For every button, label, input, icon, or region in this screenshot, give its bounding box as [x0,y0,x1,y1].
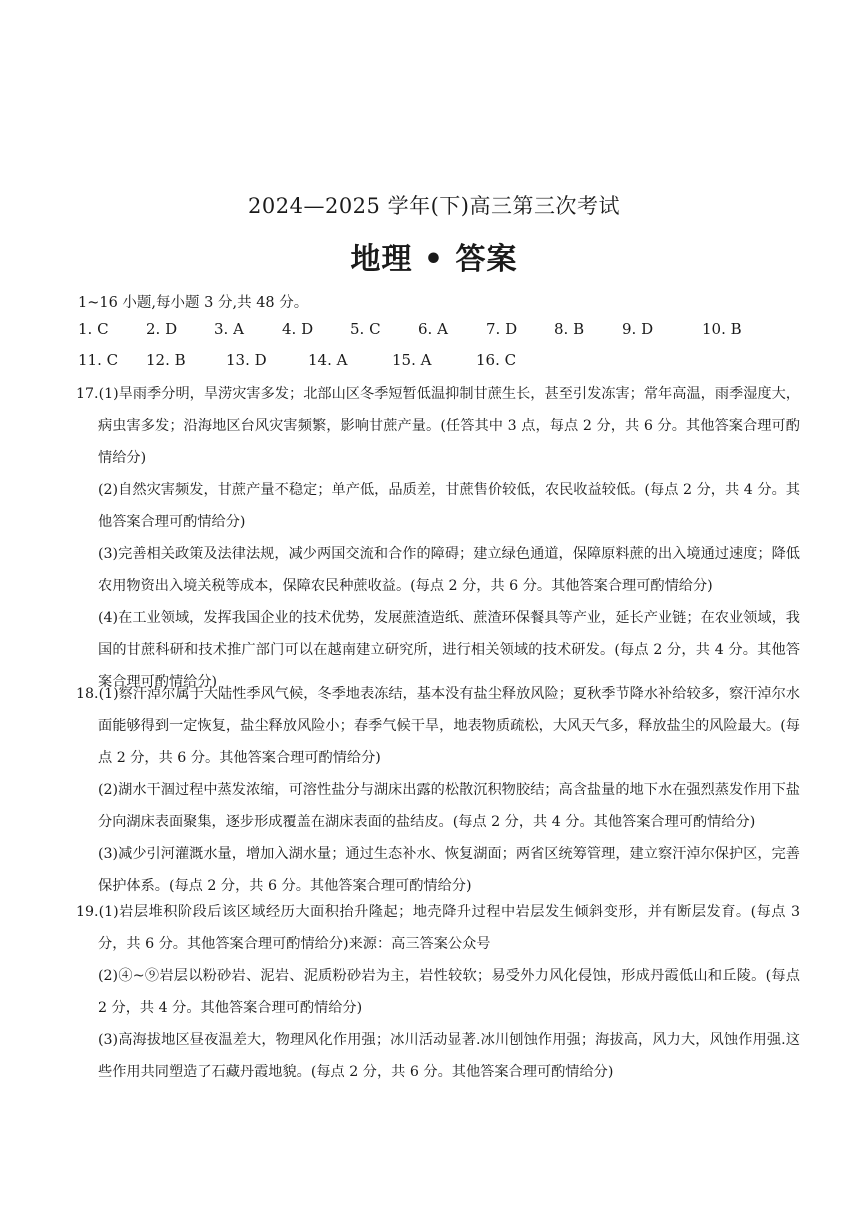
choice-answer: 10. B [702,320,742,338]
q19-part-3: (3)高海拔地区昼夜温差大，物理风化作用强；冰川活动显著.冰川刨蚀作用强；海拔高，风力大，风蚀作用强.这些作用共同塑造了石藏丹霞地貌。(每点 2 分，共 6 分。其他答案合理可酌情给分) [98,1032,800,1080]
exam-title: 2024—2025 学年(下)高三第三次考试 [248,194,620,218]
choice-answer: 4. D [282,320,314,338]
choice-answer: 5. C [350,320,381,338]
choice-answer: 8. B [554,320,585,338]
choice-answer: 15. A [392,351,432,369]
q19-part-2: (2)④~⑨岩层以粉砂岩、泥岩、泥质粉砂岩为主，岩性较软；易受外力风化侵蚀，形成丹霞低山和丘陵。(每点 2 分，共 4 分。其他答案合理可酌情给分) [98,968,800,1016]
q17-part-2: (2)自然灾害频发，甘蔗产量不稳定；单产低，品质差，甘蔗售价较低，农民收益较低。(每点 2 分，共 4 分。其他答案合理可酌情给分) [98,482,800,530]
choice-answers-row-1 [78,320,762,338]
q18-part-3: (3)减少引河灌溉水量，增加入湖水量；通过生态补水、恢复湖面；两省区统筹管理，建立察汗淖尔保护区，完善保护体系。(每点 2 分，共 6 分。其他答案合理可酌情给分) [98,846,800,894]
choice-answer: 2. D [146,320,178,338]
choice-answers-row-2 [78,351,536,369]
q17-part-3: (3)完善相关政策及法律法规，减少两国交流和合作的障碍；建立绿色通道，保障原料蔗的出入境通过速度；降低农用物资出入境关税等成本，保障农民种蔗收益。(每点 2 分，共 6 分。其他答案合理可酌情给分) [98,546,800,594]
choice-answer: 7. D [486,320,518,338]
question-17 [0,378,868,698]
choice-answer: 1. C [78,320,109,338]
q17-part-1: 17.(1)旱雨季分明，旱涝灾害多发；北部山区冬季短暂低温抑制甘蔗生长，甚至引发冻害；常年高温，雨季湿度大，病虫害多发；沿海地区台风灾害频繁，影响甘蔗产量。(任答其中 3 点，每点 2 分，共 6 分。其他答案合理可酌情给分) [76,386,800,466]
choice-answer: 16. C [476,351,517,369]
question-19 [0,896,868,1088]
q18-part-1: 18.(1)察汗淖尔属于大陆性季风气候，冬季地表冻结，基本没有盐尘释放风险；夏秋季节降水补给较多，察汗淖尔水面能够得到一定恢复，盐尘释放风险小；春季气候干旱，地表物质疏松，大风天气多，释放盐尘的风险最大。(每点 2 分，共 6 分。其他答案合理可酌情给分) [76,686,800,766]
subject-title: 地理 • 答案 [350,242,518,277]
q19-part-1: 19.(1)岩层堆积阶段后该区域经历大面积抬升隆起；地壳降升过程中岩层发生倾斜变形，并有断层发育。(每点 3 分，共 6 分。其他答案合理可酌情给分)来源：高三答案公众号 [76,904,800,952]
choice-answer: 13. D [226,351,267,369]
question-18 [0,678,868,902]
choice-answer: 12. B [146,351,186,369]
q17-part-4: (4)在工业领域，发挥我国企业的技术优势，发展蔗渣造纸、蔗渣环保餐具等产业，延长产业链；在农业领域，我国的甘蔗科研和技术推广部门可以在越南建立研究所，进行相关领域的技术研发。(每点 2 分，共 4 分。其他答案合理可酌情给分) [98,610,800,690]
choice-section-intro: 1~16 小题,每小题 3 分,共 48 分。 [78,295,309,311]
choice-answer: 3. A [214,320,244,338]
choice-answer: 6. A [418,320,448,338]
choice-answer: 11. C [78,351,119,369]
q18-part-2: (2)湖水干涸过程中蒸发浓缩，可溶性盐分与湖床出露的松散沉积物胶结；高含盐量的地下水在强烈蒸发作用下盐分向湖床表面聚集，逐步形成覆盖在湖床表面的盐结皮。(每点 2 分，共 4 分。其他答案合理可酌情给分) [98,782,800,830]
choice-answer: 9. D [622,320,654,338]
choice-answer: 14. A [308,351,348,369]
